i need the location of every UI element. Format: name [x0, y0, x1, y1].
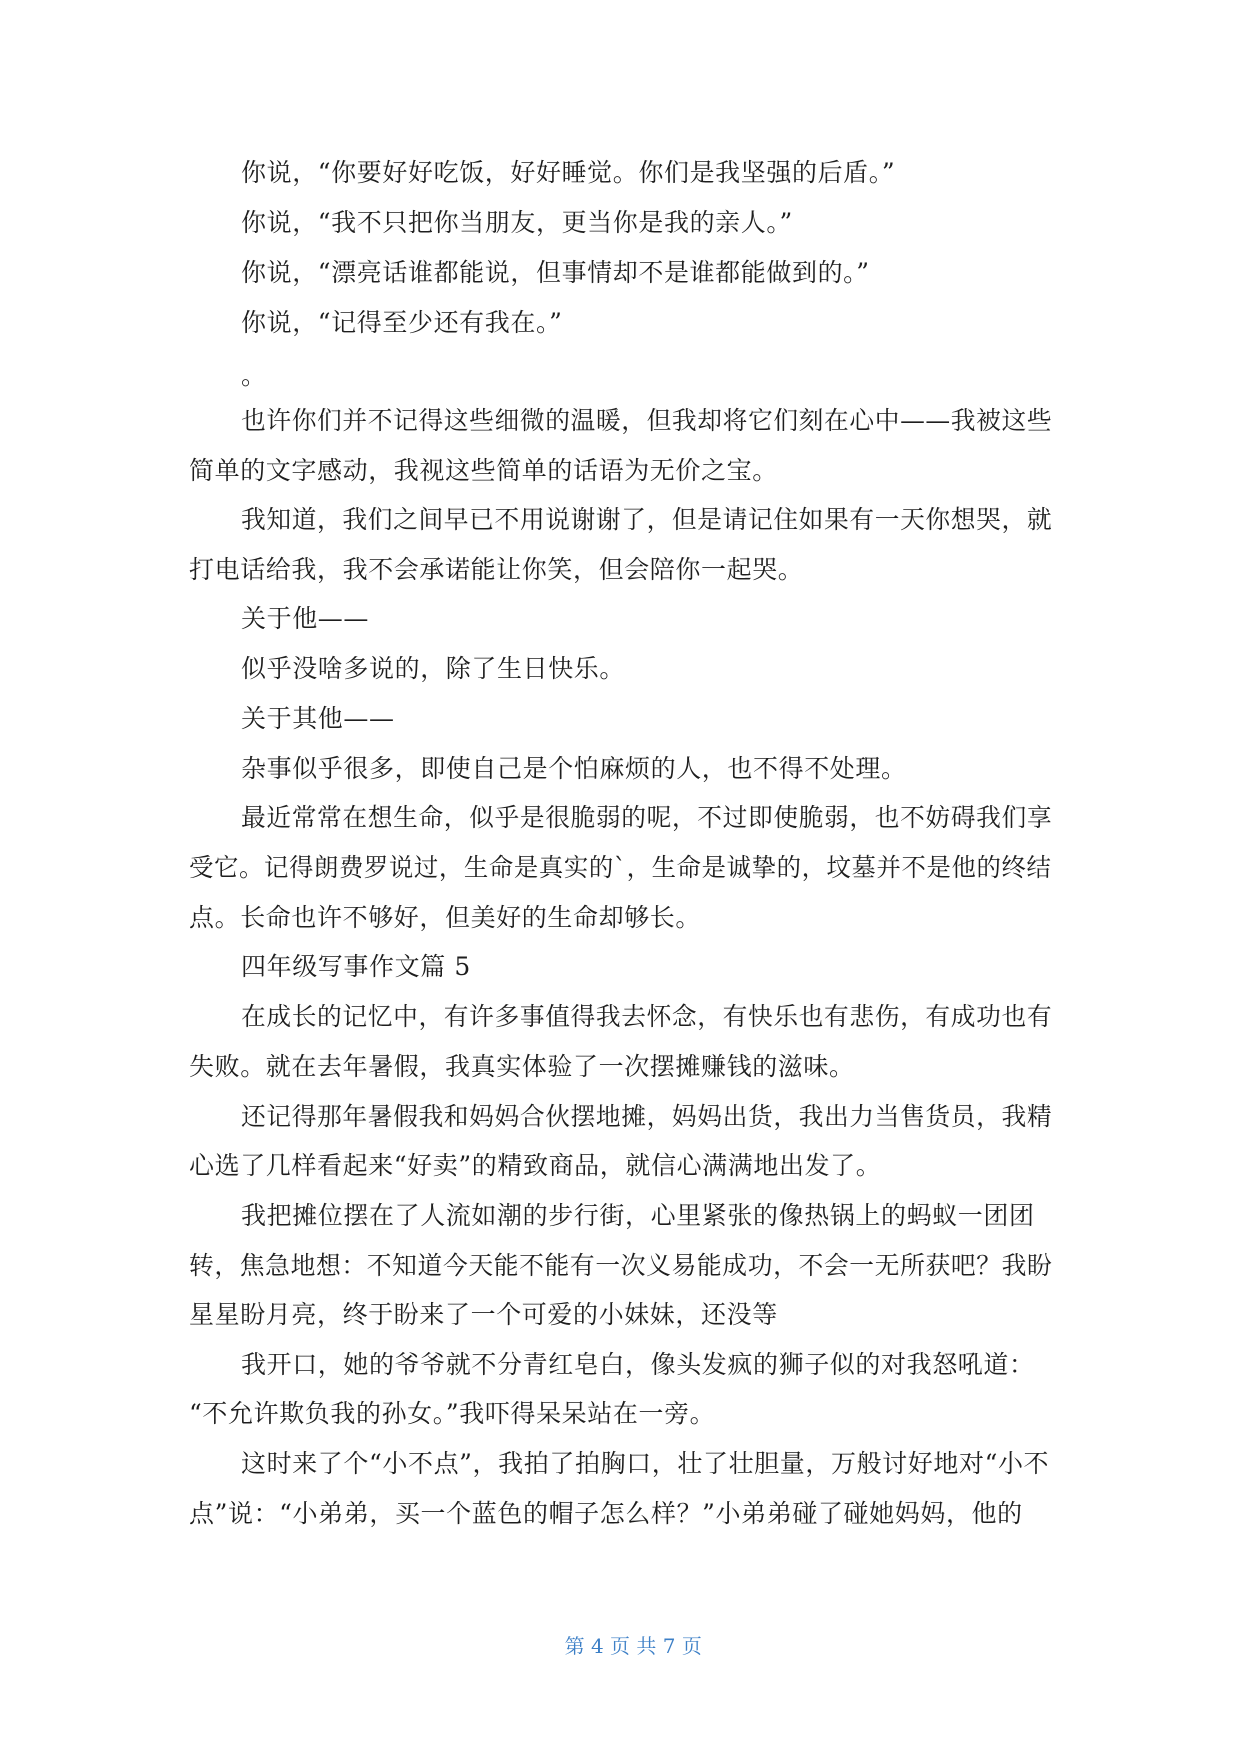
text-line: 你说，“漂亮话谁都能说，但事情却不是谁都能做到的。”	[241, 258, 870, 287]
text-line: 星星盼月亮，终于盼来了一个可爱的小妹妹，还没等	[189, 1300, 778, 1329]
text-line: 打电话给我，我不会承诺能让你笑，但会陪你一起哭。	[189, 555, 804, 584]
text-line: 还记得那年暑假我和妈妈合伙摆地摊，妈妈出货，我出力当售货员，我精	[241, 1102, 1053, 1131]
text-line: 点。长命也许不够好，但美好的生命却够长。	[189, 903, 702, 932]
text-line: 心选了几样看起来“好卖”的精致商品，就信心满满地出发了。	[189, 1151, 882, 1180]
text-line: 我知道，我们之间早已不用说谢谢了，但是请记住如果有一天你想哭，就	[241, 505, 1053, 534]
text-line: 关于其他——	[241, 704, 395, 733]
text-line: “不允许欺负我的孙女。”我吓得呆呆站在一旁。	[189, 1399, 716, 1428]
text-line: 简单的文字感动，我视这些简单的话语为无价之宝。	[189, 456, 778, 485]
text-line: 点”说：“小弟弟，买一个蓝色的帽子怎么样？”小弟弟碰了碰她妈妈，他的	[189, 1499, 1023, 1528]
text-line: 你说，“记得至少还有我在。”	[241, 308, 563, 337]
page-footer	[0, 1604, 1241, 1688]
text-line: 这时来了个“小不点”，我拍了拍胸口，壮了壮胆量，万般讨好地对“小不	[241, 1449, 1050, 1478]
text-line: 我把摊位摆在了人流如潮的步行街，心里紧张的像热锅上的蚂蚁一团团	[241, 1201, 1035, 1230]
section-heading: 四年级写事作文篇 5	[241, 952, 471, 981]
text-line: 在成长的记忆中，有许多事值得我去怀念，有快乐也有悲伤，有成功也有	[241, 1002, 1053, 1031]
text-line: 受它。记得朗费罗说过，生命是真实的`，生命是诚挚的，坟墓并不是他的终结	[189, 853, 1052, 882]
text-line: 关于他——	[241, 604, 370, 633]
text-line: 。	[241, 361, 267, 390]
text-line: 最近常常在想生命，似乎是很脆弱的呢，不过即使脆弱，也不妨碍我们享	[241, 803, 1053, 832]
text-line: 杂事似乎很多，即使自己是个怕麻烦的人，也不得不处理。	[241, 754, 907, 783]
text-line: 你说，“你要好好吃饭，好好睡觉。你们是我坚强的后盾。”	[241, 158, 896, 187]
page-number-label: 第 4 页 共 7 页	[564, 1634, 702, 1658]
text-line: 失败。就在去年暑假，我真实体验了一次摆摊赚钱的滋味。	[189, 1052, 855, 1081]
text-line: 我开口，她的爷爷就不分青红皂白，像头发疯的狮子似的对我怒吼道：	[241, 1350, 1035, 1379]
text-line: 你说，“我不只把你当朋友，更当你是我的亲人。”	[241, 208, 793, 237]
text-line: 也许你们并不记得这些细微的温暖，但我却将它们刻在心中——我被这些	[241, 406, 1053, 435]
text-line: 似乎没啥多说的，除了生日快乐。	[241, 654, 626, 683]
text-line: 转，焦急地想：不知道今天能不能有一次义易能成功，不会一无所获吧？我盼	[189, 1251, 1053, 1280]
